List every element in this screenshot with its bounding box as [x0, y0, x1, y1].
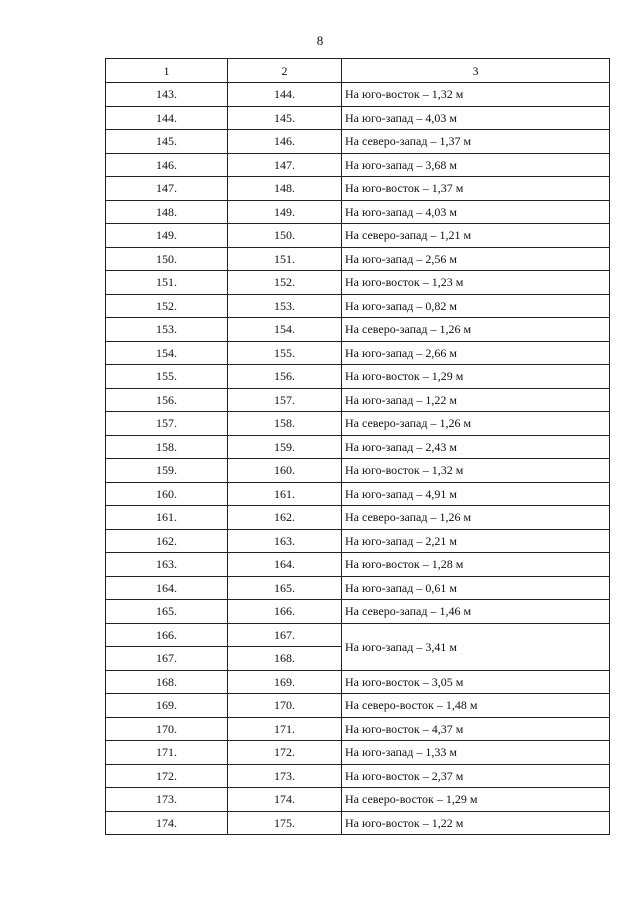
column-header-2: 2 [228, 59, 342, 83]
direction-distance-cell: На юго-запад – 2,43 м [342, 435, 610, 459]
column-header-1: 1 [106, 59, 228, 83]
point-to-cell: 156. [228, 365, 342, 389]
direction-distance-cell: На юго-запад – 4,03 м [342, 200, 610, 224]
point-to-cell: 151. [228, 247, 342, 271]
direction-distance-cell: На юго-запад – 0,61 м [342, 576, 610, 600]
direction-distance-cell: На юго-запад – 3,68 м [342, 153, 610, 177]
point-from-cell: 154. [106, 341, 228, 365]
table-row [106, 294, 610, 318]
table-row [106, 506, 610, 530]
page-number: 8 [316, 33, 324, 48]
point-to-cell: 165. [228, 576, 342, 600]
table-row [106, 412, 610, 436]
direction-distance-cell: На северо-запад – 1,46 м [342, 600, 610, 624]
table-row [106, 741, 610, 765]
direction-distance-cell: На юго-восток – 1,29 м [342, 365, 610, 389]
point-from-cell: 174. [106, 811, 228, 835]
point-to-cell: 144. [228, 83, 342, 107]
point-to-cell: 171. [228, 717, 342, 741]
direction-distance-cell: На юго-запад – 2,56 м [342, 247, 610, 271]
point-from-cell: 167. [106, 647, 228, 671]
table-row [106, 341, 610, 365]
table-row [106, 200, 610, 224]
point-to-cell: 163. [228, 529, 342, 553]
direction-distance-cell: На юго-восток – 1,32 м [342, 459, 610, 483]
point-to-cell: 173. [228, 764, 342, 788]
direction-distance-cell: На северо-запад – 1,26 м [342, 506, 610, 530]
point-from-cell: 155. [106, 365, 228, 389]
point-from-cell: 143. [106, 83, 228, 107]
table-row [106, 106, 610, 130]
point-to-cell: 170. [228, 694, 342, 718]
table-body [106, 83, 610, 835]
table-row [106, 130, 610, 154]
point-to-cell: 148. [228, 177, 342, 201]
table-row [106, 224, 610, 248]
point-to-cell: 153. [228, 294, 342, 318]
table-row [106, 788, 610, 812]
point-from-cell: 161. [106, 506, 228, 530]
point-to-cell: 174. [228, 788, 342, 812]
point-to-cell: 160. [228, 459, 342, 483]
direction-distance-cell: На юго-восток – 2,37 м [342, 764, 610, 788]
direction-distance-cell: На юго-запад – 0,82 м [342, 294, 610, 318]
table-row [106, 459, 610, 483]
point-from-cell: 150. [106, 247, 228, 271]
table-row [106, 83, 610, 107]
point-from-cell: 169. [106, 694, 228, 718]
direction-distance-cell: На северо-восток – 1,29 м [342, 788, 610, 812]
point-from-cell: 157. [106, 412, 228, 436]
table-row [106, 435, 610, 459]
point-from-cell: 160. [106, 482, 228, 506]
point-from-cell: 173. [106, 788, 228, 812]
table-row [106, 482, 610, 506]
direction-distance-cell: На юго-восток – 1,22 м [342, 811, 610, 835]
point-from-cell: 158. [106, 435, 228, 459]
point-to-cell: 150. [228, 224, 342, 248]
point-to-cell: 157. [228, 388, 342, 412]
direction-distance-cell: На юго-восток – 1,37 м [342, 177, 610, 201]
point-to-cell: 175. [228, 811, 342, 835]
point-from-cell: 172. [106, 764, 228, 788]
point-to-cell: 152. [228, 271, 342, 295]
table-row [106, 365, 610, 389]
table-header-row [106, 59, 610, 83]
direction-distance-cell: На северо-запад – 1,26 м [342, 318, 610, 342]
table-row [106, 576, 610, 600]
point-from-cell: 162. [106, 529, 228, 553]
point-to-cell: 146. [228, 130, 342, 154]
table-row [106, 247, 610, 271]
point-from-cell: 171. [106, 741, 228, 765]
point-to-cell: 167. [228, 623, 342, 647]
table-row [106, 153, 610, 177]
table-row [106, 177, 610, 201]
point-from-cell: 168. [106, 670, 228, 694]
point-to-cell: 158. [228, 412, 342, 436]
table-row [106, 553, 610, 577]
point-to-cell: 155. [228, 341, 342, 365]
point-from-cell: 156. [106, 388, 228, 412]
direction-distance-cell: На юго-запад – 4,91 м [342, 482, 610, 506]
direction-distance-cell: На юго-запад – 4,03 м [342, 106, 610, 130]
table-row [106, 318, 610, 342]
point-from-cell: 151. [106, 271, 228, 295]
table-row [106, 600, 610, 624]
direction-distance-cell: На юго-восток – 1,28 м [342, 553, 610, 577]
direction-distance-cell: На северо-запад – 1,21 м [342, 224, 610, 248]
table-row [106, 670, 610, 694]
point-from-cell: 149. [106, 224, 228, 248]
point-to-cell: 172. [228, 741, 342, 765]
direction-distance-cell: На юго-запад – 1,22 м [342, 388, 610, 412]
direction-distance-cell: На юго-запад – 2,21 м [342, 529, 610, 553]
point-to-cell: 154. [228, 318, 342, 342]
table-row [106, 271, 610, 295]
table-row [106, 811, 610, 835]
table-row [106, 717, 610, 741]
point-to-cell: 145. [228, 106, 342, 130]
point-to-cell: 166. [228, 600, 342, 624]
direction-distance-cell: На юго-восток – 1,23 м [342, 271, 610, 295]
point-to-cell: 168. [228, 647, 342, 671]
direction-distance-cell: На юго-запад – 1,33 м [342, 741, 610, 765]
table-row [106, 764, 610, 788]
table-row [106, 623, 610, 647]
direction-distance-cell: На юго-запад – 2,66 м [342, 341, 610, 365]
point-from-cell: 147. [106, 177, 228, 201]
point-to-cell: 169. [228, 670, 342, 694]
table-row [106, 388, 610, 412]
direction-distance-cell: На северо-запад – 1,26 м [342, 412, 610, 436]
point-from-cell: 145. [106, 130, 228, 154]
point-from-cell: 164. [106, 576, 228, 600]
point-from-cell: 153. [106, 318, 228, 342]
point-to-cell: 162. [228, 506, 342, 530]
point-from-cell: 148. [106, 200, 228, 224]
point-to-cell: 159. [228, 435, 342, 459]
point-from-cell: 152. [106, 294, 228, 318]
table-row [106, 529, 610, 553]
point-from-cell: 166. [106, 623, 228, 647]
point-from-cell: 170. [106, 717, 228, 741]
point-to-cell: 149. [228, 200, 342, 224]
point-to-cell: 161. [228, 482, 342, 506]
point-from-cell: 146. [106, 153, 228, 177]
point-from-cell: 159. [106, 459, 228, 483]
coordinates-table [105, 58, 610, 835]
direction-distance-cell: На северо-запад – 1,37 м [342, 130, 610, 154]
direction-distance-cell: На северо-восток – 1,48 м [342, 694, 610, 718]
direction-distance-cell: На юго-восток – 3,05 м [342, 670, 610, 694]
point-from-cell: 165. [106, 600, 228, 624]
point-to-cell: 147. [228, 153, 342, 177]
direction-distance-cell: На юго-восток – 1,32 м [342, 83, 610, 107]
direction-distance-cell: На юго-запад – 3,41 м [342, 623, 610, 670]
table-row [106, 694, 610, 718]
column-header-3: 3 [342, 59, 610, 83]
point-from-cell: 163. [106, 553, 228, 577]
point-from-cell: 144. [106, 106, 228, 130]
direction-distance-cell: На юго-восток – 4,37 м [342, 717, 610, 741]
point-to-cell: 164. [228, 553, 342, 577]
